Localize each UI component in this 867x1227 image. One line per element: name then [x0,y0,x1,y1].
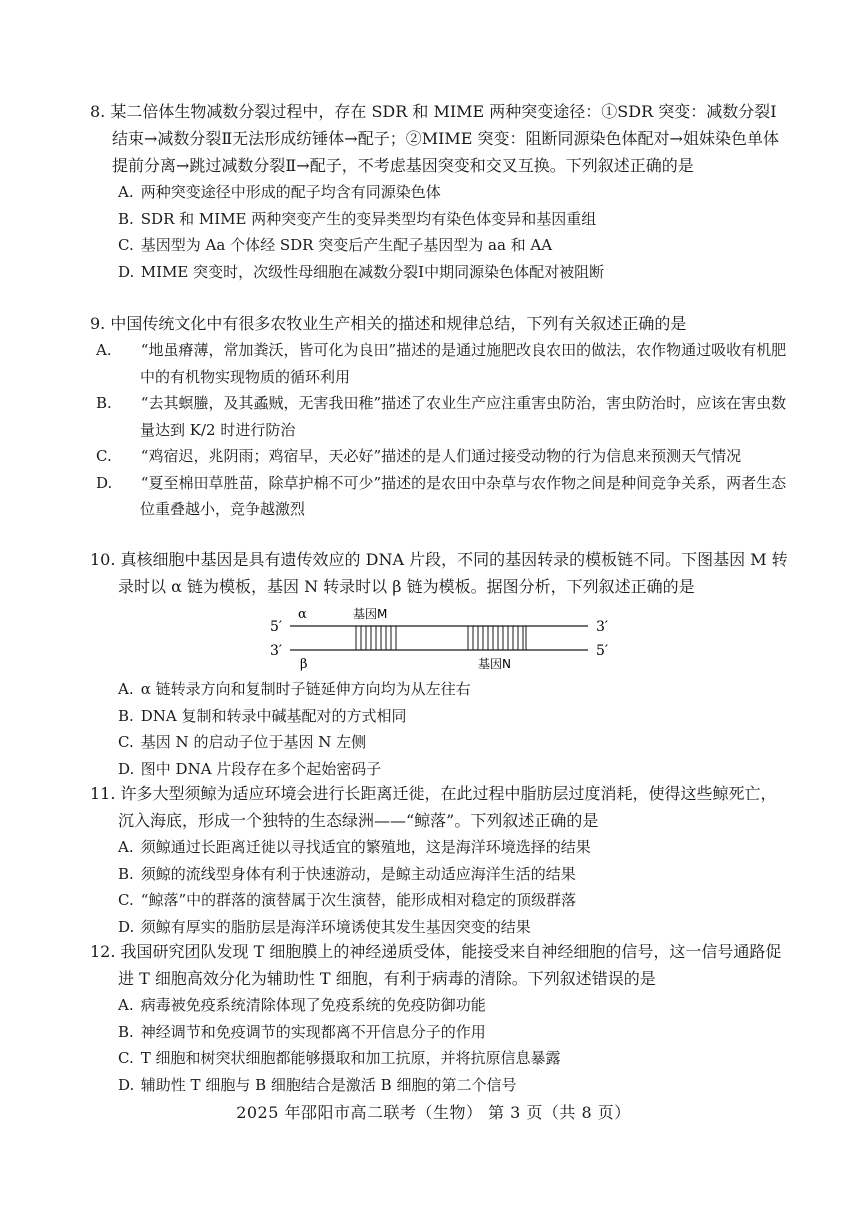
option-d: D. 须鲸有厚实的脂肪层是海洋环境诱使其发生基因突变的结果 [118,917,531,936]
options-list [118,179,790,285]
gene-m-block [356,626,396,650]
option-a: A. 两种突变途径中形成的配子均含有同源染色体 [118,183,441,201]
alpha-label: α [298,607,307,622]
question-10 [90,546,790,782]
option-d: D. “夏至棉田草胜苗，除草护棉不可少”描述的是农田中杂草与农作物之间是种间竞争关系，两者生态位重叠越小，竞争越激烈 [96,473,787,518]
question-stem: 我国研究团队发现 T 细胞膜上的神经递质受体，能接受来自神经细胞的信号，这一信号通路促进 T 细胞高效分化为辅助性 T 细胞，有利于病毒的清除。下列叙述错误的是 [118,942,782,988]
option-c: C. T 细胞和树突状细胞都能够摄取和加工抗原，并将抗原信息暴露 [118,1049,561,1067]
question-stem: 中国传统文化中有很多农牧业生产相关的描述和规律总结，下列有关叙述正确的是 [110,314,687,333]
option-c: C. “鲸落”中的群落的演替属于次生演替，能形成相对稳定的顶级群落 [118,891,577,909]
option-d: D. MIME 突变时，次级性母细胞在减数分裂Ⅰ中期同源染色体配对被阻断 [118,262,605,281]
dna-figure [90,604,790,674]
gene-m-label: 基因M [353,607,388,621]
question-11 [90,780,790,940]
question-8 [90,98,790,285]
question-number: 12. [90,942,116,961]
option-c: C. “鸡宿迟，兆阴雨；鸡宿早，天必好”描述的是人们通过接受动物的行为信息来预测天气情况 [96,447,742,465]
option-b: B. 神经调节和免疫调节的实现都离不开信息分子的作用 [118,1022,486,1041]
question-12 [90,938,790,1098]
question-number: 11. [90,784,116,803]
options-list [118,992,790,1098]
option-a: A. 病毒被免疫系统清除体现了免疫系统的免疫防御功能 [118,996,486,1014]
option-a: A. “地虽瘠薄，常加粪沃，皆可化为良田”描述的是通过施肥改良农田的做法，农作物通过吸收有机肥中的有机物实现物质的循环利用 [96,341,787,386]
options-list [118,834,790,940]
question-stem: 许多大型须鲸为适应环境会进行长距离迁徙，在此过程中脂肪层过度消耗，使得这些鲸死亡，沉入海底，形成一个独特的生态绿洲——“鲸落”。下列叙述正确的是 [118,784,777,830]
beta-label: β [300,657,308,672]
question-number: 10. [90,550,116,569]
label-top-left: 5′ [270,619,283,635]
dna-diagram [268,604,628,674]
question-stem: 真核细胞中基因是具有遗传效应的 DNA 片段，不同的基因转录的模板链不同。下图基因 M 转录时以 α 链为模板，基因 N 转录时以 β 链为模板。据图分析，下列叙述正确的是 [118,550,788,596]
question-9 [90,310,790,523]
option-c: C. 基因型为 Aa 个体经 SDR 突变后产生配子基因型为 aa 和 AA [118,236,553,254]
option-a: A. 须鲸通过长距离迁徙以寻找适宜的繁殖地，这是海洋环境选择的结果 [118,838,591,856]
option-d: D. 图中 DNA 片段存在多个起始密码子 [118,759,382,778]
question-stem: 某二倍体生物减数分裂过程中，存在 SDR 和 MIME 两种突变途径：①SDR 突变：减数分裂Ⅰ结束→减数分裂Ⅱ无法形成纺锤体→配子；②MIME 突变：阻断同源染色体配对→姐妹染色单体提前分离→跳过减数分裂Ⅱ→配子，不考虑基因突变和交叉互换。下列叙述正确的是 [110,102,779,175]
label-top-right: 3′ [596,619,609,635]
page-footer: 2025 年邵阳市高二联考（生物） 第 3 页（共 8 页） [236,1103,631,1122]
label-bottom-right: 5′ [596,643,609,659]
option-b: B. DNA 复制和转录中碱基配对的方式相同 [118,706,407,725]
option-c: C. 基因 N 的启动子位于基因 N 左侧 [118,733,367,751]
option-b: B. 须鲸的流线型身体有利于快速游动，是鲸主动适应海洋生活的结果 [118,864,576,883]
label-bottom-left: 3′ [270,643,283,659]
question-number: 9. [90,314,106,333]
gene-n-label: 基因N [478,657,511,671]
options-list [96,337,790,523]
option-a: A. α 链转录方向和复制时子链延伸方向均为从左往右 [118,680,471,698]
option-b: B. SDR 和 MIME 两种突变产生的变异类型均有染色体变异和基因重组 [118,209,597,228]
option-d: D. 辅助性 T 细胞与 B 细胞结合是激活 B 细胞的第二个信号 [118,1075,517,1094]
gene-n-block [468,626,526,650]
options-list [118,676,790,782]
option-b: B. “去其螟螣，及其蟊贼，无害我田稚”描述了农业生产应注重害虫防治，害虫防治时，应该在害虫数量达到 K/2 时进行防治 [96,394,787,439]
question-number: 8. [90,102,106,121]
